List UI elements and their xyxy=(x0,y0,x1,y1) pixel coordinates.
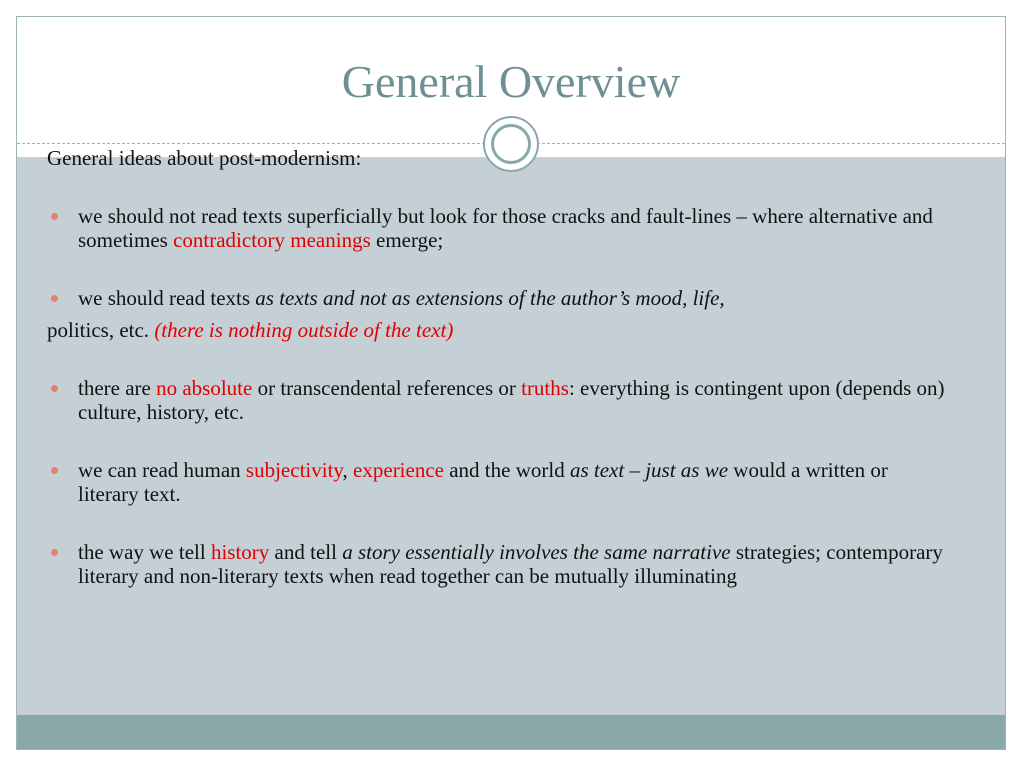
bullet-item xyxy=(47,376,947,424)
bullet-text: there are xyxy=(78,376,157,400)
highlight-text: history xyxy=(210,540,270,564)
bullet-text: or transcendental references or xyxy=(252,376,522,400)
continuation-text: politics, etc. xyxy=(47,318,155,342)
bullet-text: we should not read texts superficially but look for those cracks and fault-lines – where alternative and sometimes xyxy=(78,204,933,252)
italic-text: as text – just as we xyxy=(569,458,729,482)
bullet-text: and the world xyxy=(443,458,570,482)
bullet-item xyxy=(47,458,947,506)
bullet-text: : everything is contingent upon (depends on) culture, history, etc. xyxy=(78,376,945,424)
bullet-item xyxy=(47,540,947,588)
slide-title: General Overview xyxy=(341,56,681,107)
footer-band xyxy=(17,715,1005,749)
highlight-text: truths xyxy=(521,376,569,400)
italic-text: a story essentially involves the same narrative xyxy=(342,540,731,564)
highlight-text: contradictory meanings xyxy=(173,228,371,252)
highlight-text: experience xyxy=(353,458,444,482)
highlight-text: no absolute xyxy=(156,376,253,400)
bullet-text: and tell xyxy=(269,540,343,564)
bullet-text: strategies; contemporary literary and non-literary texts when read together can be mutually illuminating xyxy=(78,540,943,588)
bullet-text: we can read human xyxy=(78,458,246,482)
bullet-text: the way we tell xyxy=(78,540,211,564)
bullet-text: , xyxy=(342,458,354,482)
highlight-italic-text: (there is nothing outside of the text) xyxy=(154,318,454,342)
highlight-text: subjectivity xyxy=(245,458,343,482)
bullet-text: emerge; xyxy=(370,228,444,252)
bullet-item xyxy=(47,286,947,310)
bullet-text: would a written or literary text. xyxy=(78,458,888,506)
bullet-item xyxy=(47,204,947,252)
slide-body xyxy=(47,146,947,622)
bullet-continuation xyxy=(47,318,947,342)
italic-text: as texts and not as extensions of the author’s mood, life, xyxy=(255,286,725,310)
bullet-text: we should read texts xyxy=(78,286,256,310)
intro-line: General ideas about post-modernism: xyxy=(47,146,362,170)
